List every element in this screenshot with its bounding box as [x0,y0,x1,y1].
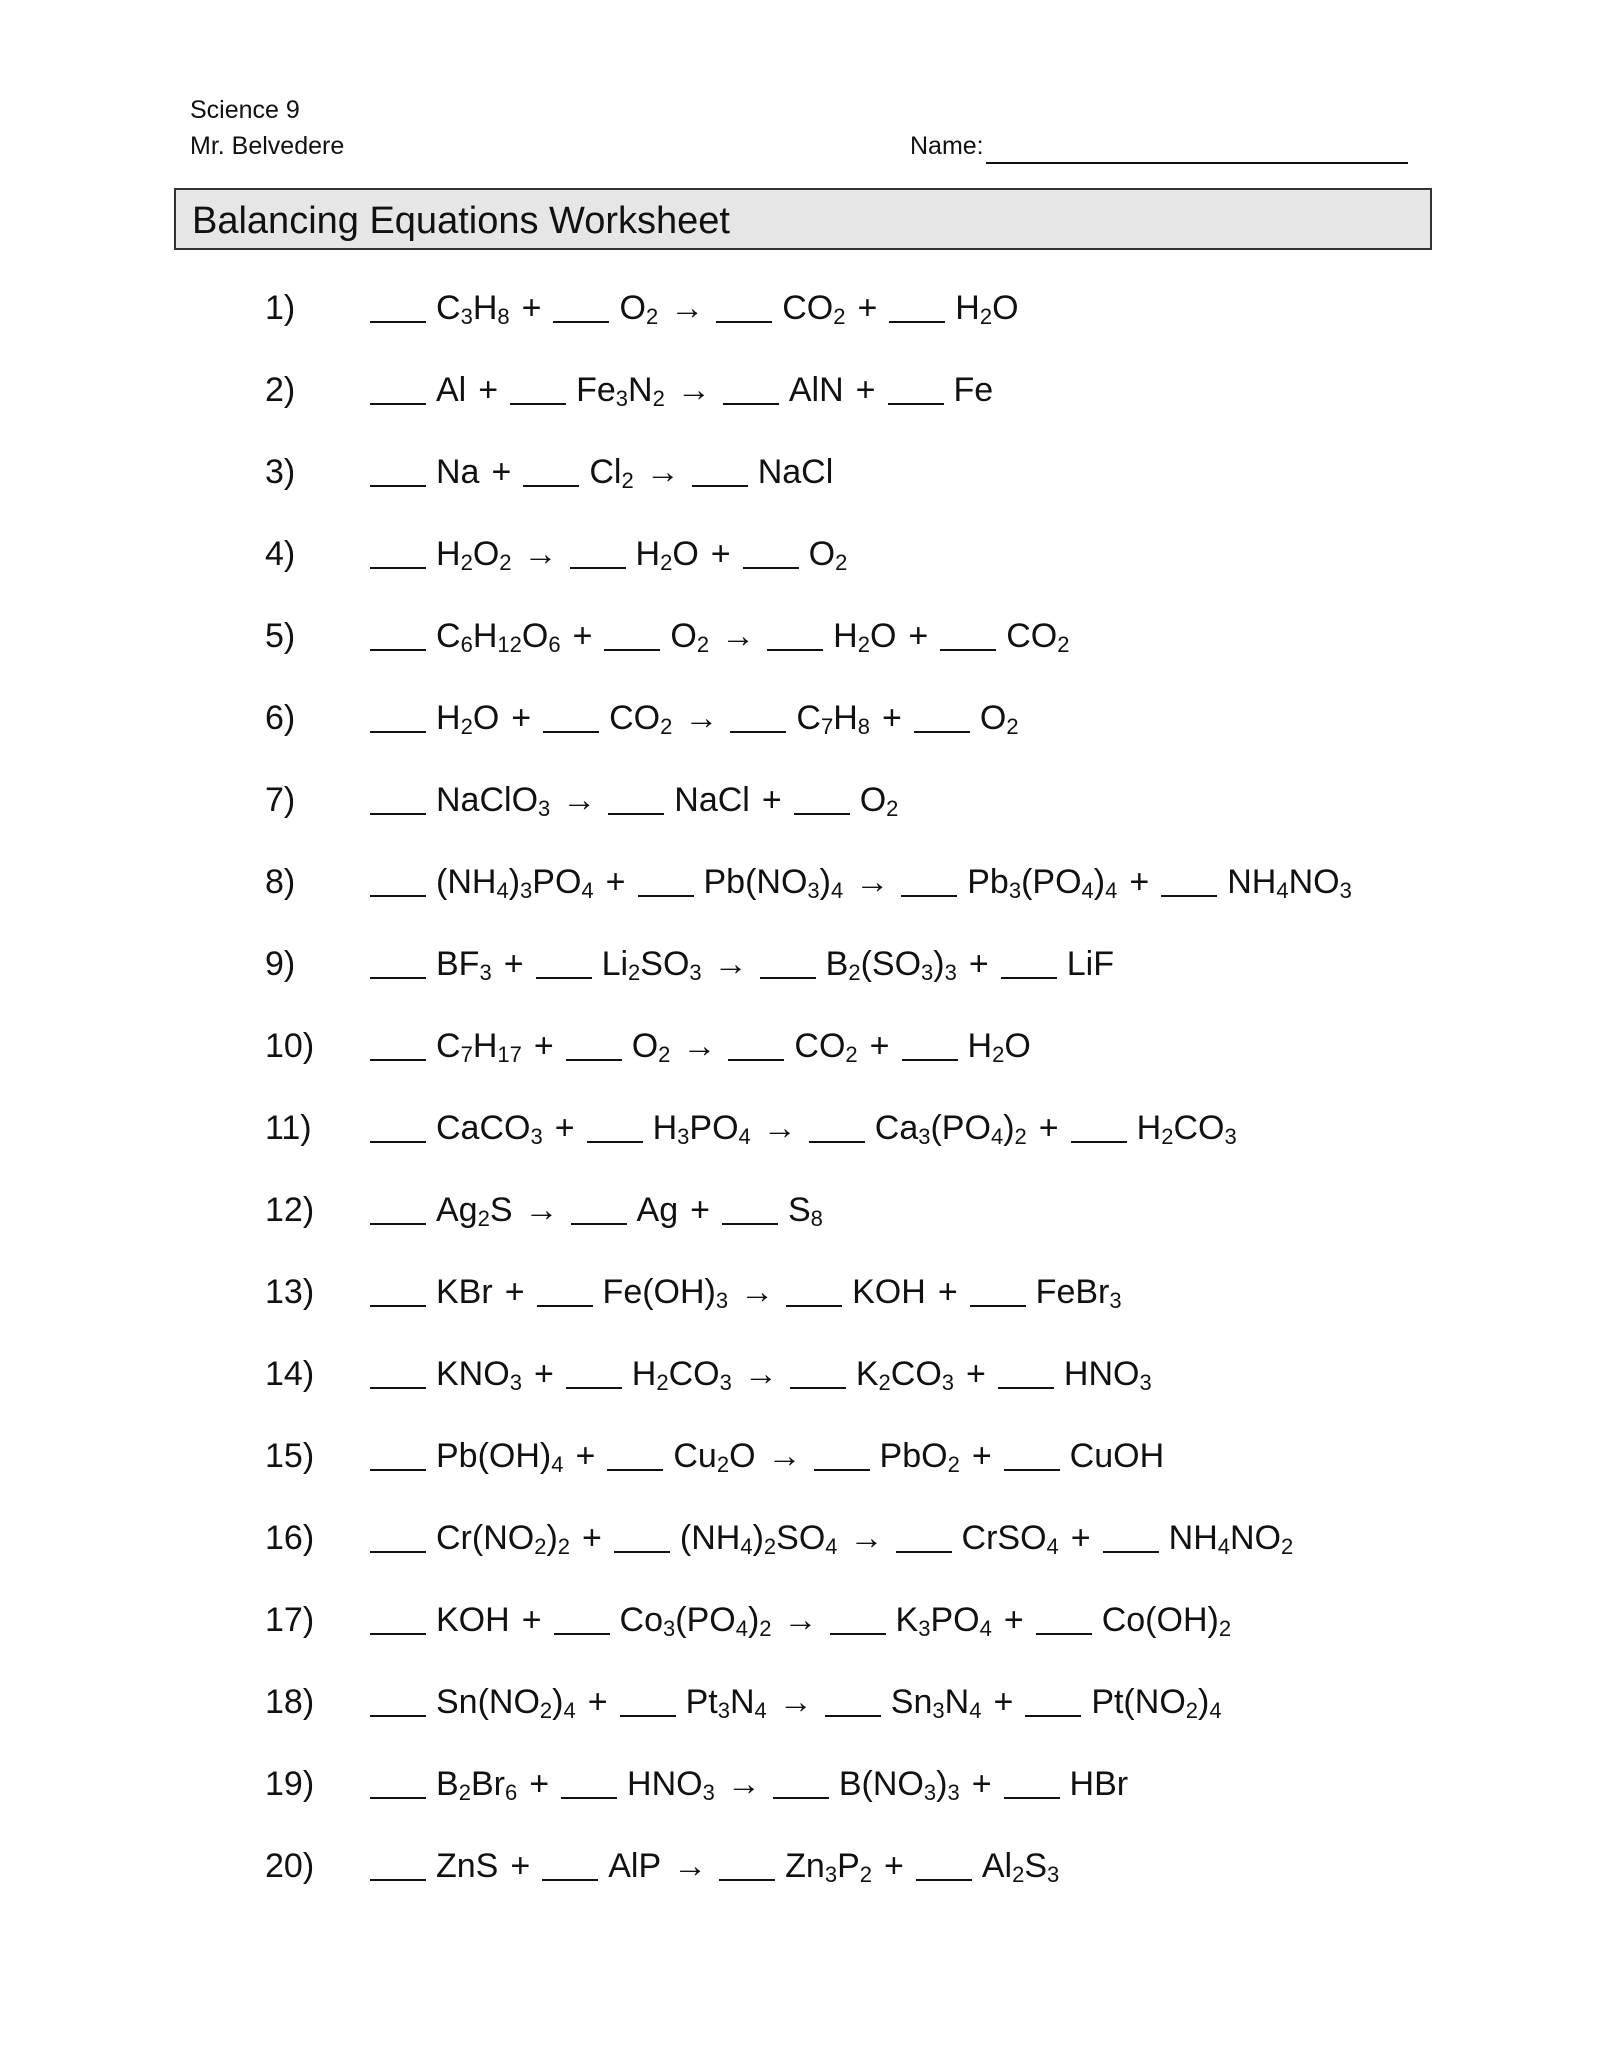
chemical-formula: $NH_4NO_3$ [1227,863,1352,903]
plus-sign: + [971,1437,992,1475]
coefficient-blank[interactable] [370,1057,426,1061]
chemical-formula: $CO_2$ [794,1027,858,1067]
coefficient-blank[interactable] [638,893,694,897]
chemical-formula: $Cr(NO_2)_2$ [436,1519,571,1559]
reaction-arrow-icon: → [713,945,748,983]
plus-sign: + [478,371,499,409]
problem-number: 20) [265,1847,315,1885]
plus-sign: + [533,1027,554,1065]
equation-row [0,444,1600,504]
plus-sign: + [761,781,782,819]
chemical-equation [370,1106,1249,1150]
chemical-formula: $Pb(NO_3)_4$ [703,863,844,903]
chemical-formula: ZnS [436,1847,499,1885]
plus-sign: + [521,289,542,327]
coefficient-blank[interactable] [814,1467,870,1471]
teacher-label: Mr. Belvedere [190,132,345,160]
plus-sign: + [869,1027,890,1065]
equation-row [0,772,1600,832]
coefficient-blank[interactable] [370,1139,426,1143]
equation-row [0,1264,1600,1324]
chemical-formula: $Co(OH)_2$ [1101,1601,1232,1641]
coefficient-blank[interactable] [692,483,748,487]
problem-number: 14) [265,1355,315,1393]
name-field[interactable] [910,128,1408,164]
coefficient-blank[interactable] [1004,1795,1060,1799]
chemical-formula: $CO_2$ [1006,617,1070,657]
coefficient-blank[interactable] [566,1385,622,1389]
chemical-formula: CuOH [1069,1437,1165,1475]
coefficient-blank[interactable] [570,565,626,569]
plus-sign: + [1038,1109,1059,1147]
reaction-arrow-icon: → [740,1273,775,1311]
coefficient-blank[interactable] [370,319,426,323]
coefficient-blank[interactable] [537,1303,593,1307]
coefficient-blank[interactable] [1001,975,1057,979]
chemical-formula: $Li_2SO_3$ [601,945,702,985]
header-info [190,92,344,164]
chemical-formula: $Sn_3N_4$ [890,1683,982,1723]
chemical-equation [370,532,859,576]
coefficient-blank[interactable] [716,319,772,323]
plus-sign: + [575,1437,596,1475]
reaction-arrow-icon: → [849,1519,884,1557]
equation-row [0,1592,1600,1652]
chemical-formula: $Fe(OH)_3$ [602,1273,729,1313]
reaction-arrow-icon: → [743,1355,778,1393]
plus-sign: + [937,1273,958,1311]
coefficient-blank[interactable] [554,1631,610,1635]
plus-sign: + [882,699,902,737]
coefficient-blank[interactable] [940,647,996,651]
chemical-formula: $Cu_2O$ [673,1437,756,1477]
plus-sign: + [1003,1601,1024,1639]
coefficient-blank[interactable] [370,1549,426,1553]
coefficient-blank[interactable] [370,729,426,733]
reaction-arrow-icon: → [721,617,756,655]
coefficient-blank[interactable] [730,729,786,733]
equation-row [0,690,1600,750]
coefficient-blank[interactable] [370,1713,426,1717]
coefficient-blank[interactable] [370,401,426,405]
chemical-equation [370,696,1031,740]
plus-sign: + [511,699,532,737]
coefficient-blank[interactable] [916,1877,972,1881]
coefficient-blank[interactable] [719,1877,775,1881]
plus-sign: + [993,1683,1014,1721]
coefficient-blank[interactable] [830,1631,886,1635]
problem-number: 16) [265,1519,315,1557]
chemical-equation [370,1188,835,1232]
plus-sign: + [1070,1519,1091,1557]
coefficient-blank[interactable] [896,1549,952,1553]
plus-sign: + [504,1273,525,1311]
problem-number: 19) [265,1765,315,1803]
coefficient-blank[interactable] [773,1795,829,1799]
equation-row [0,280,1600,340]
chemical-formula: $H_2O$ [955,289,1019,329]
coefficient-blank[interactable] [587,1139,643,1143]
name-label: Name: [910,132,984,160]
problem-number: 10) [265,1027,315,1065]
chemical-equation [370,1598,1243,1642]
equation-row [0,362,1600,422]
title-banner [174,188,1432,250]
chemical-formula: $C_6H_{12}O_6$ [436,617,561,657]
reaction-arrow-icon: → [682,1027,717,1065]
chemical-formula: $Ca_3(PO_4)_2$ [874,1109,1027,1149]
chemical-formula: $Pt_3N_4$ [685,1683,767,1723]
chemical-formula: $S_8$ [787,1191,823,1231]
coefficient-blank[interactable] [566,1057,622,1061]
coefficient-blank[interactable] [914,729,970,733]
plus-sign: + [857,289,878,327]
chemical-equation [370,450,845,494]
chemical-formula: HBr [1069,1765,1129,1803]
plus-sign: + [521,1601,542,1639]
coefficient-blank[interactable] [888,401,944,405]
reaction-arrow-icon: → [684,699,719,737]
problem-number: 9) [265,945,296,983]
plus-sign: + [587,1683,608,1721]
name-input-line[interactable] [986,136,1408,164]
chemical-formula: $K_2CO_3$ [855,1355,955,1395]
equation-row [0,1182,1600,1242]
plus-sign: + [884,1847,904,1885]
coefficient-blank[interactable] [1103,1549,1159,1553]
reaction-arrow-icon: → [670,289,705,327]
chemical-formula: $Sn(NO_2)_4$ [436,1683,576,1723]
chemical-formula: Fe [953,371,994,409]
problem-number: 8) [265,863,296,901]
coefficient-blank[interactable] [370,975,426,979]
coefficient-blank[interactable] [790,1385,846,1389]
chemical-formula: $O_2$ [979,699,1019,739]
chemical-formula: $Pt(NO_2)_4$ [1091,1683,1222,1723]
coefficient-blank[interactable] [370,893,426,897]
coefficient-blank[interactable] [561,1795,617,1799]
coefficient-blank[interactable] [1025,1713,1081,1717]
chemical-formula: $H_2CO_3$ [631,1355,732,1395]
chemical-formula: KOH [436,1601,510,1639]
chemical-formula: $(NH_4)_2SO_4$ [679,1519,838,1559]
coefficient-blank[interactable] [1004,1467,1060,1471]
reaction-arrow-icon: → [778,1683,813,1721]
plus-sign: + [533,1355,554,1393]
chemical-equation [370,286,1031,330]
chemical-equation [370,1516,1305,1560]
problem-number: 18) [265,1683,315,1721]
problem-number: 17) [265,1601,315,1639]
equation-row [0,1018,1600,1078]
plus-sign: + [510,1847,531,1885]
problem-number: 4) [265,535,296,573]
coefficient-blank[interactable] [998,1385,1054,1389]
reaction-arrow-icon: → [524,1191,559,1229]
plus-sign: + [855,371,876,409]
coefficient-blank[interactable] [370,565,426,569]
plus-sign: + [971,1765,992,1803]
chemical-formula: $O_2$ [670,617,710,657]
chemical-formula: $B(NO_3)_3$ [838,1765,960,1805]
equation-row [0,936,1600,996]
chemical-formula: $CO_2$ [782,289,846,329]
chemical-formula: $Pb_3(PO_4)_4$ [967,863,1118,903]
coefficient-blank[interactable] [794,811,850,815]
coefficient-blank[interactable] [370,1467,426,1471]
coefficient-blank[interactable] [1161,893,1217,897]
coefficient-blank[interactable] [743,565,799,569]
coefficient-blank[interactable] [786,1303,842,1307]
reaction-arrow-icon: → [855,863,890,901]
chemical-formula: NaCl [757,453,834,491]
chemical-formula: $Co_3(PO_4)_2$ [619,1601,772,1641]
coefficient-blank[interactable] [809,1139,865,1143]
chemical-formula: $Zn_3P_2$ [785,1847,873,1887]
equation-row [0,1510,1600,1570]
chemical-equation [370,1270,1134,1314]
chemical-equation [370,368,1005,412]
chemical-formula: LiF [1066,945,1114,983]
problem-number: 15) [265,1437,315,1475]
coefficient-blank[interactable] [970,1303,1026,1307]
coefficient-blank[interactable] [901,893,957,897]
chemical-formula: CaCO$_3$ [436,1109,543,1149]
reaction-arrow-icon: → [767,1437,802,1475]
coefficient-blank[interactable] [543,729,599,733]
chemical-formula: $C_7H_{17}$ [436,1027,522,1067]
chemical-formula: $CO_2$ [609,699,673,739]
equation-row [0,608,1600,668]
problem-number: 6) [265,699,296,737]
chemical-equation [370,1844,1071,1888]
reaction-arrow-icon: → [783,1601,818,1639]
chemical-formula: $O_2$ [808,535,848,575]
chemical-formula: $Pb(OH)_4$ [436,1437,564,1477]
plus-sign: + [908,617,929,655]
plus-sign: + [529,1765,550,1803]
problem-number: 5) [265,617,296,655]
coefficient-blank[interactable] [723,401,779,405]
plus-sign: + [491,453,512,491]
chemical-formula: Ag [636,1191,679,1229]
reaction-arrow-icon: → [673,1847,708,1885]
problem-number: 12) [265,1191,315,1229]
chemical-formula: $HNO_3$ [627,1765,715,1805]
coefficient-blank[interactable] [370,1631,426,1635]
plus-sign: + [690,1191,710,1229]
chemical-formula: Al [436,371,467,409]
problem-number: 11) [265,1109,312,1147]
problem-number: 13) [265,1273,315,1311]
reaction-arrow-icon: → [762,1109,797,1147]
chemical-formula: $Fe_3N_2$ [576,371,665,411]
plus-sign: + [966,1355,986,1393]
plus-sign: + [554,1109,575,1147]
coefficient-blank[interactable] [370,483,426,487]
chemical-formula: $(NH_4)_3PO_4$ [436,863,594,903]
coefficient-blank[interactable] [614,1549,670,1553]
equation-row [0,1756,1600,1816]
equation-row [0,1674,1600,1734]
coefficient-blank[interactable] [889,319,945,323]
coefficient-blank[interactable] [542,1877,598,1881]
chemical-formula: $B_2Br_6$ [436,1765,518,1805]
coefficient-blank[interactable] [607,1467,663,1471]
coefficient-blank[interactable] [510,401,566,405]
problem-number: 2) [265,371,296,409]
equation-row [0,526,1600,586]
page-title: Balancing Equations Worksheet [192,200,730,242]
chemical-equation [370,1680,1234,1724]
plus-sign: + [572,617,593,655]
chemical-formula: NaClO$_3$ [436,781,551,821]
coefficient-blank[interactable] [370,1877,426,1881]
chemical-equation [370,1434,1176,1478]
chemical-formula: $Ag_2S$ [436,1191,513,1231]
chemical-formula: $C_7H_8$ [796,699,870,739]
coefficient-blank[interactable] [1071,1139,1127,1143]
plus-sign: + [503,945,524,983]
chemical-formula: NaCl [674,781,750,819]
reaction-arrow-icon: → [523,535,558,573]
chemical-formula: $H_3PO_4$ [652,1109,751,1149]
reaction-arrow-icon: → [676,371,711,409]
chemical-formula: $B_2(SO_3)_3$ [825,945,957,985]
chemical-formula: AlP [608,1847,662,1885]
plus-sign: + [582,1519,602,1557]
coefficient-blank[interactable] [553,319,609,323]
equation-row [0,1346,1600,1406]
plus-sign: + [968,945,989,983]
coefficient-blank[interactable] [370,1385,426,1389]
equation-row [0,1838,1600,1898]
coefficient-blank[interactable] [370,811,426,815]
coefficient-blank[interactable] [825,1713,881,1717]
chemical-equation [370,942,1126,986]
reaction-arrow-icon: → [645,453,680,491]
chemical-formula: $H_2O$ [967,1027,1031,1067]
problem-number: 3) [265,453,296,491]
chemical-formula: $H_2O$ [833,617,897,657]
equation-row [0,854,1600,914]
coefficient-blank[interactable] [760,975,816,979]
problem-number: 7) [265,781,296,819]
chemical-formula: $H_2O$ [436,699,500,739]
chemical-formula: $H_2CO_3$ [1136,1109,1237,1149]
chemical-formula: CrSO$_4$ [961,1519,1059,1559]
equation-row [0,1100,1600,1160]
chemical-formula: AlN [788,371,844,409]
chemical-formula: $BF_3$ [436,945,492,985]
chemical-formula: $HNO_3$ [1063,1355,1152,1395]
chemical-formula: $Al_2S_3$ [981,1847,1060,1887]
plus-sign: + [710,535,731,573]
coefficient-blank[interactable] [370,647,426,651]
chemical-formula: $O_2$ [631,1027,671,1067]
plus-sign: + [1129,863,1150,901]
coefficient-blank[interactable] [571,1221,627,1225]
coefficient-blank[interactable] [1036,1631,1092,1635]
coefficient-blank[interactable] [608,811,664,815]
chemical-formula: $Cl_2$ [589,453,634,493]
chemical-formula: Na [436,453,480,491]
coefficient-blank[interactable] [620,1713,676,1717]
chemical-formula: $NH_4NO_2$ [1168,1519,1294,1559]
chemical-formula: KBr [436,1273,493,1311]
chemical-equation [370,614,1082,658]
coefficient-blank[interactable] [722,1221,778,1225]
problem-number: 1) [265,289,296,327]
chemical-formula: $K_3PO_4$ [895,1601,992,1641]
chemical-formula: $KNO_3$ [436,1355,522,1395]
coefficient-blank[interactable] [728,1057,784,1061]
chemical-formula: $O_2$ [619,289,659,329]
chemical-equation [370,860,1364,904]
chemical-formula: $C_3H_8$ [436,289,510,329]
reaction-arrow-icon: → [726,1765,761,1803]
plus-sign: + [605,863,626,901]
chemical-formula: PbO$_2$ [879,1437,960,1477]
chemical-formula: FeBr$_3$ [1035,1273,1122,1313]
chemical-equation [370,1024,1043,1068]
chemical-formula: KOH [852,1273,926,1311]
coefficient-blank[interactable] [370,1303,426,1307]
coefficient-blank[interactable] [370,1795,426,1799]
coefficient-blank[interactable] [902,1057,958,1061]
coefficient-blank[interactable] [536,975,592,979]
equation-row [0,1428,1600,1488]
coefficient-blank[interactable] [604,647,660,651]
chemical-equation [370,778,910,822]
coefficient-blank[interactable] [370,1221,426,1225]
coefficient-blank[interactable] [523,483,579,487]
chemical-equation [370,1762,1140,1806]
coefficient-blank[interactable] [767,647,823,651]
course-label: Science 9 [190,96,300,124]
chemical-formula: $H_2O_2$ [436,535,512,575]
chemical-equation [370,1352,1164,1396]
chemical-formula: $H_2O$ [635,535,699,575]
reaction-arrow-icon: → [562,781,597,819]
chemical-formula: $O_2$ [859,781,899,821]
